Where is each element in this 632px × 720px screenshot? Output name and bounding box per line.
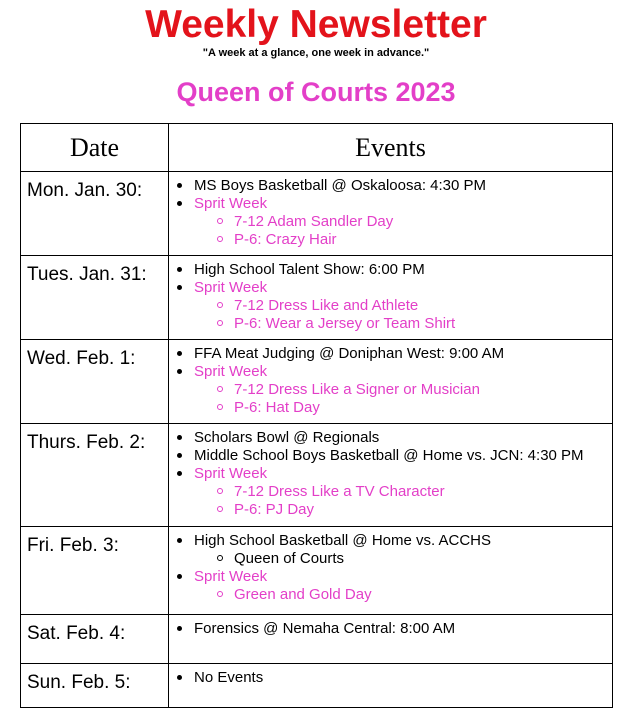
- newsletter-heading: Queen of Courts 2023: [176, 77, 456, 107]
- event-subitem: P-6: Hat Day: [169, 399, 612, 417]
- row-events: [169, 340, 613, 424]
- event-item: Middle School Boys Basketball @ Home vs. JCN: 4:30 PM: [169, 447, 612, 465]
- newsletter-subtitle: "A week at a glance, one week in advance.": [202, 47, 430, 59]
- event-item: High School Talent Show: 6:00 PM: [169, 261, 612, 279]
- table-row: [21, 424, 613, 527]
- row-events: [169, 664, 613, 708]
- event-subitem: 7-12 Adam Sandler Day: [169, 213, 612, 231]
- table-row: [21, 256, 613, 340]
- table-row: [21, 172, 613, 256]
- row-events: [169, 256, 613, 340]
- table-row: [21, 527, 613, 615]
- event-item: FFA Meat Judging @ Doniphan West: 9:00 AM: [169, 345, 612, 363]
- event-subitem: 7-12 Dress Like a Signer or Musician: [169, 381, 612, 399]
- row-date: Thurs. Feb. 2:: [21, 424, 169, 527]
- row-date: Sat. Feb. 4:: [21, 615, 169, 664]
- row-date: Sun. Feb. 5:: [21, 664, 169, 708]
- event-subitem: 7-12 Dress Like a TV Character: [169, 483, 612, 501]
- row-events: [169, 172, 613, 256]
- row-events: [169, 424, 613, 527]
- event-subitem: P-6: Crazy Hair: [169, 231, 612, 249]
- event-item: High School Basketball @ Home vs. ACCHS: [169, 532, 612, 550]
- event-item: Sprit Week: [169, 195, 612, 213]
- events-column-header: Events: [169, 124, 613, 172]
- event-item: Forensics @ Nemaha Central: 8:00 AM: [169, 620, 612, 638]
- table-row: [21, 340, 613, 424]
- event-item: Sprit Week: [169, 363, 612, 381]
- date-column-header: Date: [21, 124, 169, 172]
- table-row: [21, 664, 613, 708]
- event-item: Sprit Week: [169, 465, 612, 483]
- event-item: MS Boys Basketball @ Oskaloosa: 4:30 PM: [169, 177, 612, 195]
- event-subitem: Queen of Courts: [169, 550, 612, 568]
- row-events: [169, 615, 613, 664]
- row-date: Wed. Feb. 1:: [21, 340, 169, 424]
- event-item: Scholars Bowl @ Regionals: [169, 429, 612, 447]
- table-row: [21, 615, 613, 664]
- event-subitem: P-6: PJ Day: [169, 501, 612, 519]
- event-item: No Events: [169, 669, 612, 687]
- row-date: Tues. Jan. 31:: [21, 256, 169, 340]
- newsletter-title: Weekly Newsletter: [145, 3, 487, 46]
- event-subitem: P-6: Wear a Jersey or Team Shirt: [169, 315, 612, 333]
- table-header-row: [21, 124, 613, 172]
- row-events: [169, 527, 613, 615]
- row-date: Fri. Feb. 3:: [21, 527, 169, 615]
- event-subitem: Green and Gold Day: [169, 586, 612, 604]
- event-item: Sprit Week: [169, 279, 612, 297]
- event-subitem: 7-12 Dress Like and Athlete: [169, 297, 612, 315]
- event-item: Sprit Week: [169, 568, 612, 586]
- row-date: Mon. Jan. 30:: [21, 172, 169, 256]
- events-table: [20, 123, 613, 708]
